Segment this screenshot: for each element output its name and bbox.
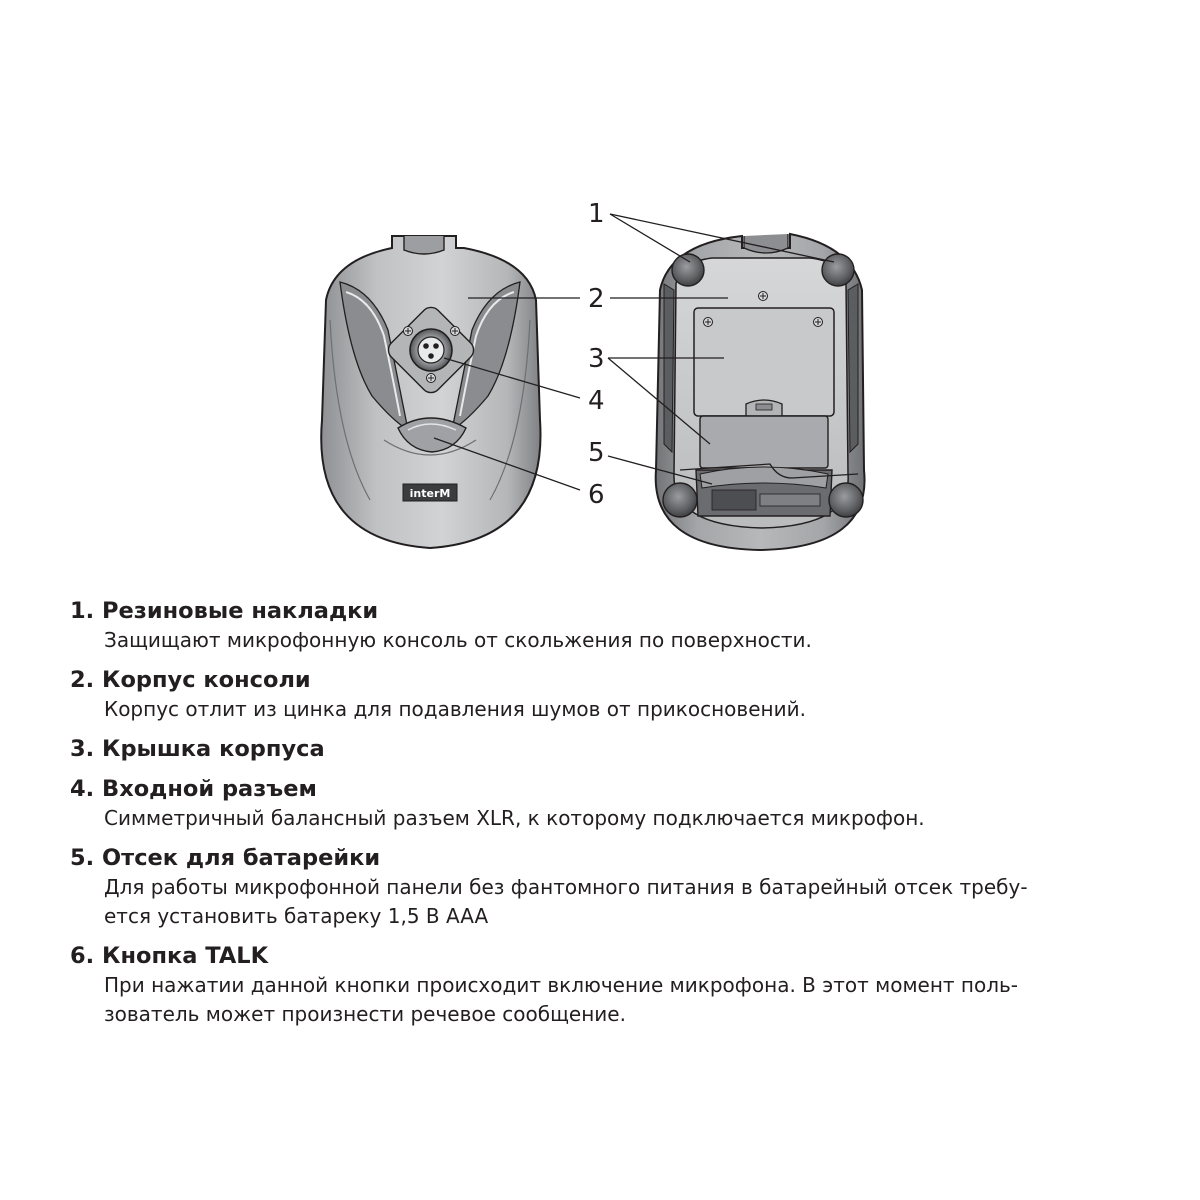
screw-icon xyxy=(704,318,713,327)
rubber-foot-top-left xyxy=(672,254,704,286)
screw-icon xyxy=(759,292,768,301)
svg-text:interM: interM xyxy=(409,487,451,500)
callout-2: 2 xyxy=(588,284,605,314)
rubber-foot-top-right xyxy=(822,254,854,286)
legend-title: 6. Кнопка TALK xyxy=(70,943,269,969)
callout-labels xyxy=(588,199,605,510)
callout-6: 6 xyxy=(588,480,605,510)
screw-icon xyxy=(404,327,413,336)
legend-item-housing-cover xyxy=(70,734,1170,764)
legend-description: Защищают микрофонную консоль от скольжения по поверхности. xyxy=(104,628,812,652)
legend-item-talk-button xyxy=(70,941,1170,1029)
legend-list xyxy=(70,596,1170,1039)
device-diagram xyxy=(0,0,1200,580)
legend-title: 4. Входной разъем xyxy=(70,776,317,802)
screw-icon xyxy=(451,327,460,336)
legend-title: 2. Корпус консоли xyxy=(70,667,311,693)
screw-icon xyxy=(814,318,823,327)
legend-title: 5. Отсек для батарейки xyxy=(70,845,381,871)
rubber-foot-bottom-left xyxy=(663,483,697,517)
callout-5: 5 xyxy=(588,438,605,468)
console-back-view xyxy=(656,234,865,550)
callout-4: 4 xyxy=(588,386,605,416)
screw-icon xyxy=(427,374,436,383)
legend-item-battery-compartment xyxy=(70,843,1170,931)
legend-description: Для работы микрофонной панели без фантомного питания в батарейный отсек требу- ется установить батареку 1,5 В AAA xyxy=(104,875,1028,928)
legend-description: Симметричный балансный разъем XLR, к которому подключается микрофон. xyxy=(104,806,925,830)
cable-notch xyxy=(404,236,444,254)
callout-3: 3 xyxy=(588,344,605,374)
callout-1: 1 xyxy=(588,199,605,229)
rubber-foot-bottom-right xyxy=(829,483,863,517)
legend-item-console-body xyxy=(70,665,1170,724)
legend-item-input-connector xyxy=(70,774,1170,833)
legend-item-rubber-pads xyxy=(70,596,1170,655)
legend-title: 3. Крышка корпуса xyxy=(70,736,325,762)
legend-title: 1. Резиновые накладки xyxy=(70,598,379,624)
battery-cover xyxy=(700,416,828,468)
legend-description: При нажатии данной кнопки происходит включение микрофона. В этот момент поль- зователь может произнести речевое сообщение. xyxy=(104,973,1019,1026)
legend-description: Корпус отлит из цинка для подавления шумов от прикосновений. xyxy=(104,697,806,721)
console-front-view xyxy=(321,236,540,548)
brand-logo xyxy=(403,484,457,501)
